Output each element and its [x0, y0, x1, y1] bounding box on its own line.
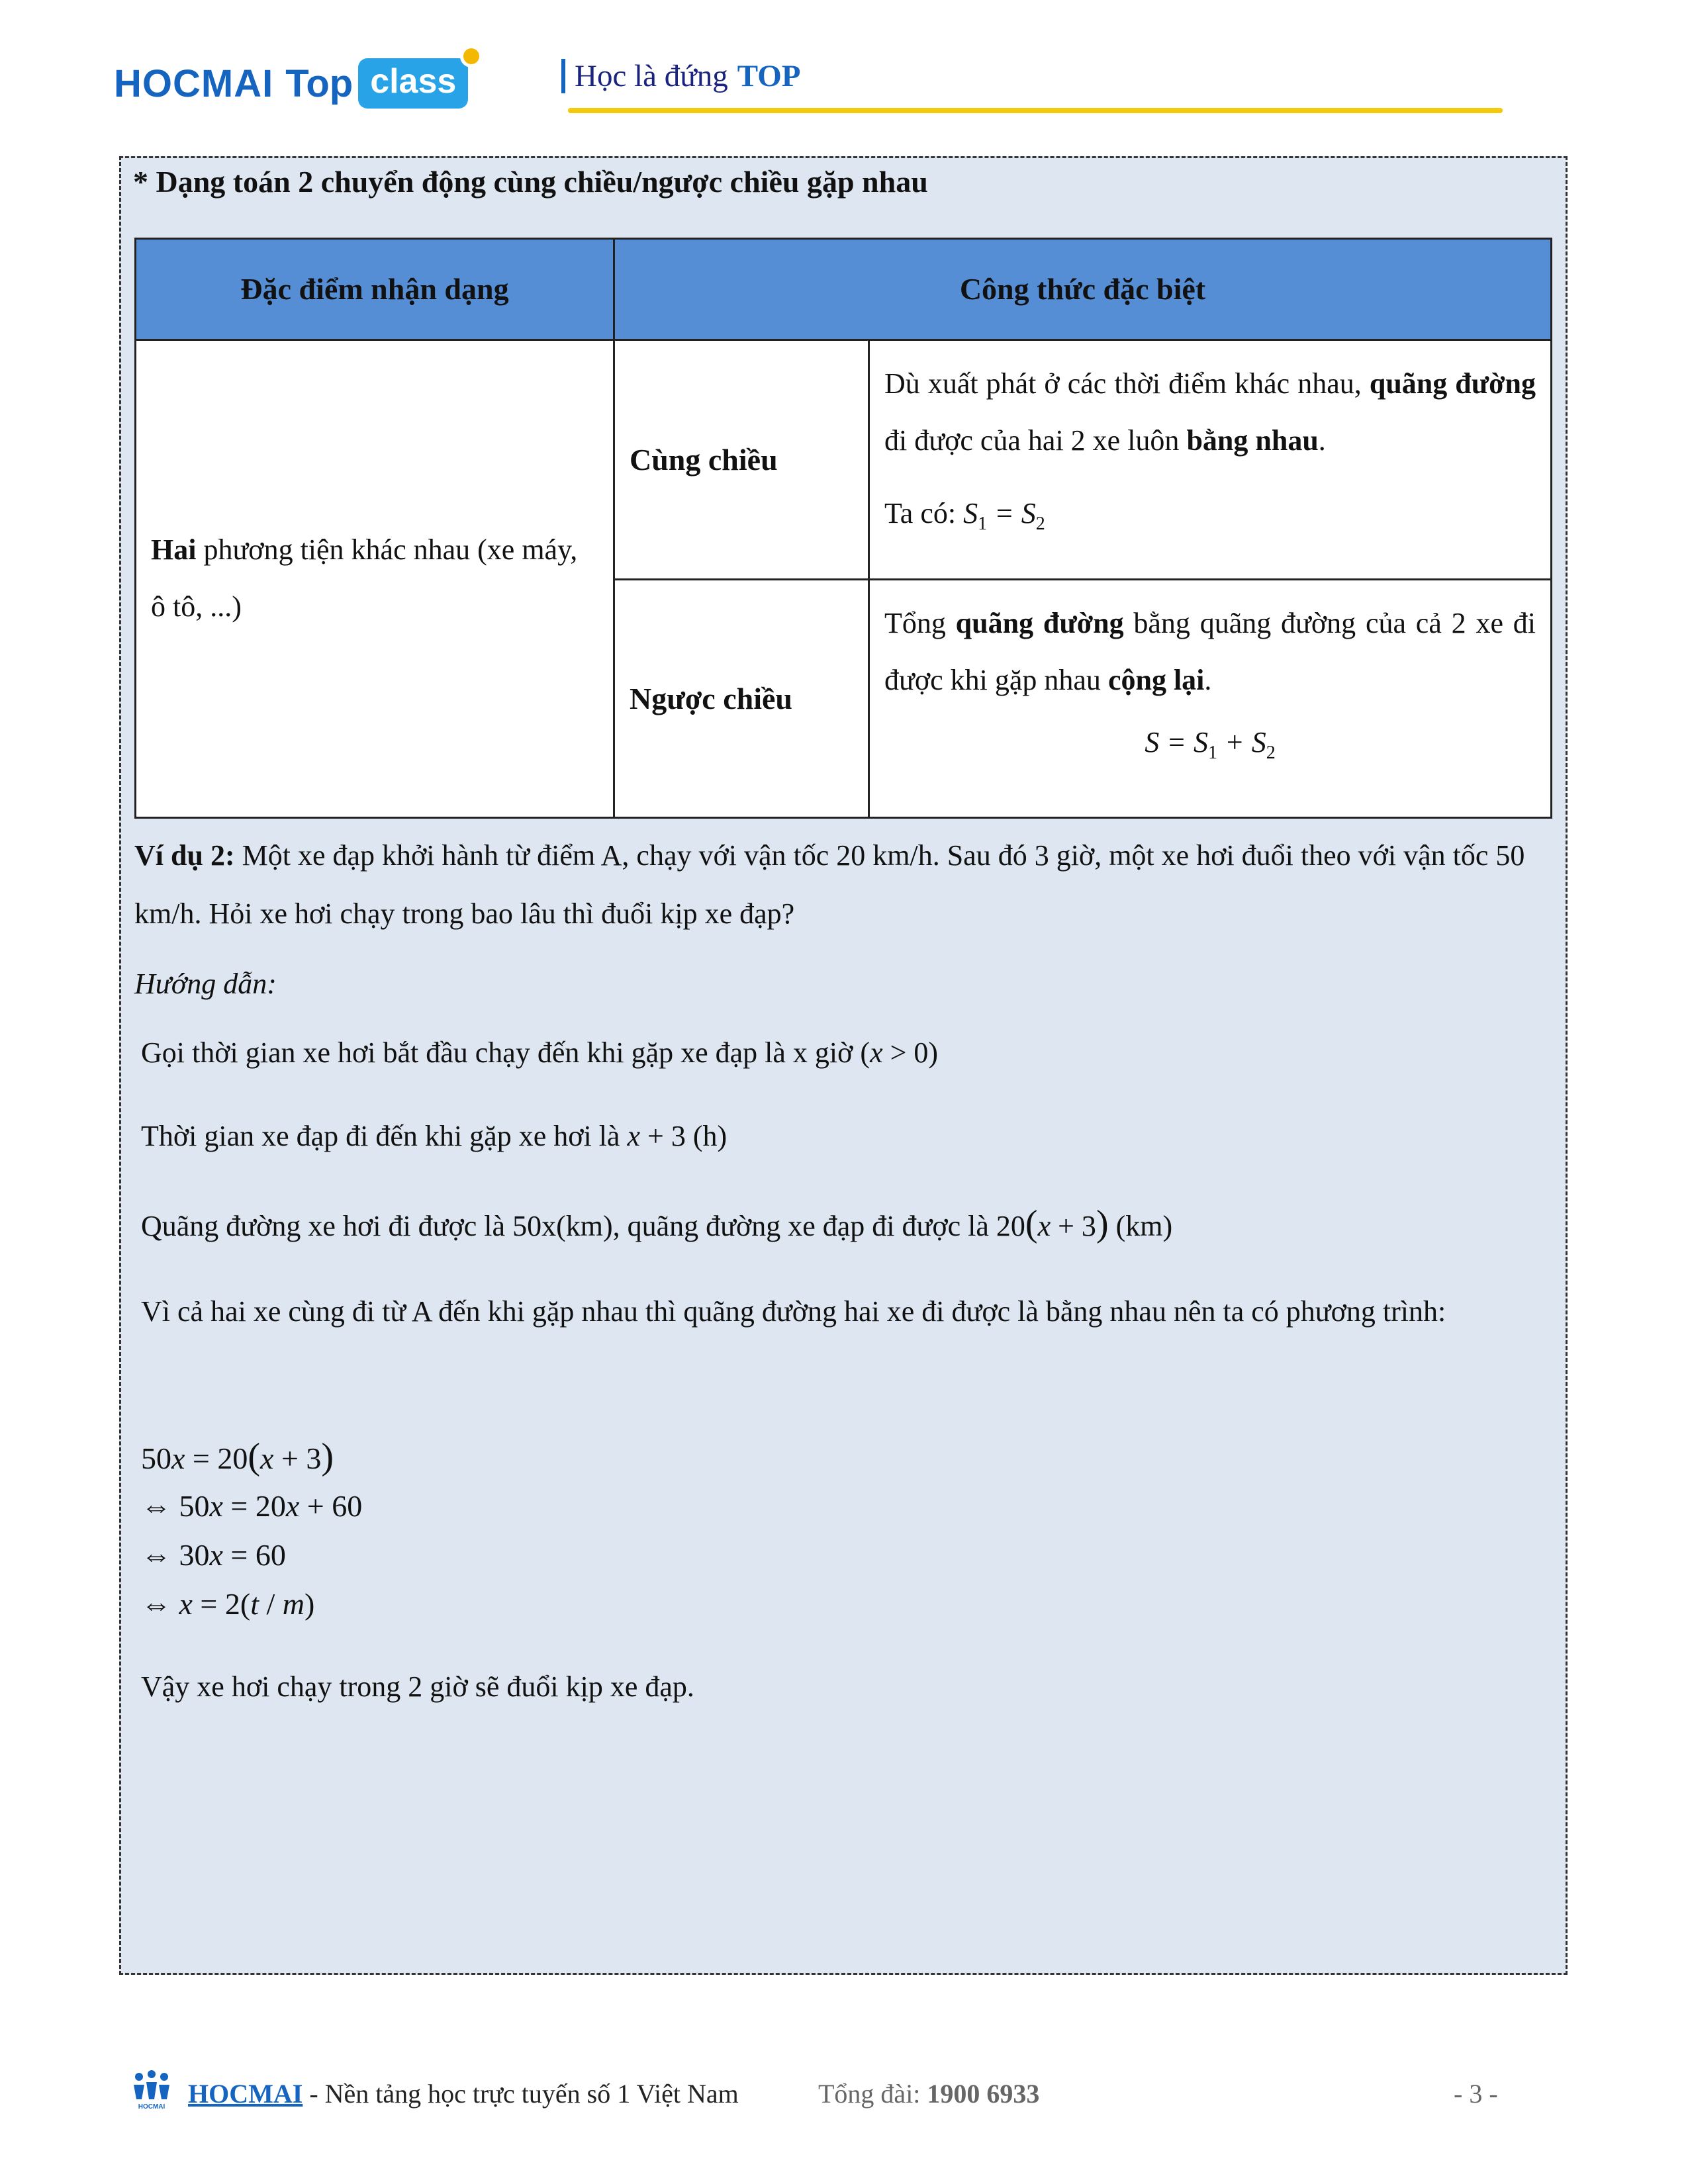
equation-4: ⇔ x = 2(t / m): [141, 1587, 315, 1621]
guide-text: Thời gian xe đạp đi đến khi gặp xe hơi là: [141, 1120, 628, 1152]
formula-s-sum: $S = S_1 + S_2$: [1145, 726, 1276, 763]
formula-description: [884, 355, 1536, 469]
section-title: * Dạng toán 2 chuyển động cùng chiều/ngược chiều gặp nhau: [133, 165, 928, 199]
page-number: - 3 -: [1454, 2079, 1498, 2109]
header-underline: [568, 108, 1503, 113]
desc-bold: quãng đường: [1369, 367, 1536, 400]
footer-slogan: - Nền tảng học trực tuyến số 1 Việt Nam: [303, 2079, 739, 2109]
guide-label: Hướng dẫn:: [134, 968, 277, 1000]
recognition-cell: [136, 340, 614, 817]
equation-3: ⇔ 30x = 60: [141, 1538, 286, 1572]
formula-s1-eq-s2: $S_1 = S_2$: [963, 496, 1045, 534]
table-row: [136, 340, 1552, 579]
formula-table: [134, 238, 1552, 819]
desc-text: .: [1204, 664, 1212, 696]
table-header-cell: Công thức đặc biệt: [614, 239, 1552, 340]
logo-class-badge: [358, 58, 468, 109]
tagline-highlight: TOP: [737, 59, 801, 93]
recognition-bold: Hai: [151, 533, 197, 567]
formula-cell-same-direction: [869, 340, 1552, 579]
desc-text: Dù xuất phát ở các thời điểm khác nhau,: [884, 367, 1370, 400]
formula-cell-opposite-direction: [869, 580, 1552, 818]
footer-logo-caption: HOCMAI: [138, 2103, 165, 2111]
desc-bold: bằng nhau: [1186, 424, 1319, 457]
desc-text: bằng quãng đường của cả 2 xe đi được khi gặp nhau: [884, 607, 1536, 696]
equation-2: ⇔ 50x = 20x + 60: [141, 1489, 363, 1523]
example-label: Ví dụ 2:: [134, 839, 235, 872]
footer-phone: [818, 2078, 1039, 2109]
example-text: [134, 827, 1551, 943]
guide-math-x-positive: (x > 0): [860, 1036, 939, 1069]
row-label-same-direction: Cùng chiều: [614, 340, 869, 579]
footer-phone-label: Tổng đài:: [818, 2079, 927, 2109]
content-box: [119, 156, 1568, 1975]
brand-logo: [114, 52, 468, 115]
desc-text: Tổng: [884, 607, 956, 639]
example-body: Một xe đạp khởi hành từ điểm A, chạy với vận tốc 20 km/h. Sau đó 3 giờ, một xe hơi đuổi theo với vận tốc 50 km/h. Hỏi xe hơi chạy trong bao lâu thì đuổi kịp xe đạp?: [134, 839, 1525, 930]
row-label-opposite-direction: Ngược chiều: [614, 580, 869, 818]
guide-line-2: [141, 1119, 727, 1153]
tagline-divider: [561, 59, 565, 93]
table-header-cell: Đặc điểm nhận dạng: [136, 239, 614, 340]
guide-math-distance: 20(x + 3) (km): [996, 1203, 1173, 1244]
equation-1: 50x = 20(x + 3): [141, 1436, 334, 1477]
desc-text: .: [1318, 424, 1326, 457]
guide-line-1: [141, 1036, 938, 1069]
hocmai-footer-logo-icon: [130, 2070, 173, 2111]
recognition-text: phương tiện khác nhau (xe máy, ô tô, ...): [151, 533, 578, 623]
logo-hocmai-text: HOCMAI: [114, 62, 274, 105]
logo-top-text: Top: [285, 62, 353, 105]
desc-bold: cộng lại: [1107, 664, 1205, 696]
sun-icon: [460, 45, 483, 68]
footer-text: [188, 2078, 739, 2109]
desc-text: đi được của hai 2 xe luôn: [884, 424, 1187, 457]
formula-prefix: Ta có:: [884, 496, 964, 529]
conclusion: Vậy xe hơi chạy trong 2 giờ sẽ đuổi kịp xe đạp.: [141, 1670, 694, 1703]
guide-text: Quãng đường xe hơi đi được là 50x(km), quãng đường xe đạp đi được là: [141, 1210, 996, 1242]
formula-description: [884, 595, 1536, 709]
formula-line: [884, 485, 1536, 553]
table-header-row: [136, 239, 1552, 340]
footer-brand-link[interactable]: HOCMAI: [188, 2079, 303, 2109]
footer-phone-number: 1900 6933: [927, 2079, 1040, 2109]
header-tagline: [561, 58, 800, 94]
guide-line-3: [141, 1203, 1172, 1245]
logo-class-text: class: [370, 62, 457, 101]
guide-line-4: Vì cả hai xe cùng đi từ A đến khi gặp nhau thì quãng đường hai xe đi được là bằng nhau nên ta có phương trình:: [141, 1295, 1446, 1328]
guide-text: Gọi thời gian xe hơi bắt đầu chạy đến khi gặp xe đạp là x giờ: [141, 1036, 861, 1069]
desc-bold: quãng đường: [955, 607, 1124, 639]
tagline-text: Học là đứng: [575, 59, 728, 93]
guide-math-x-plus-3: x + 3 (h): [627, 1120, 727, 1152]
